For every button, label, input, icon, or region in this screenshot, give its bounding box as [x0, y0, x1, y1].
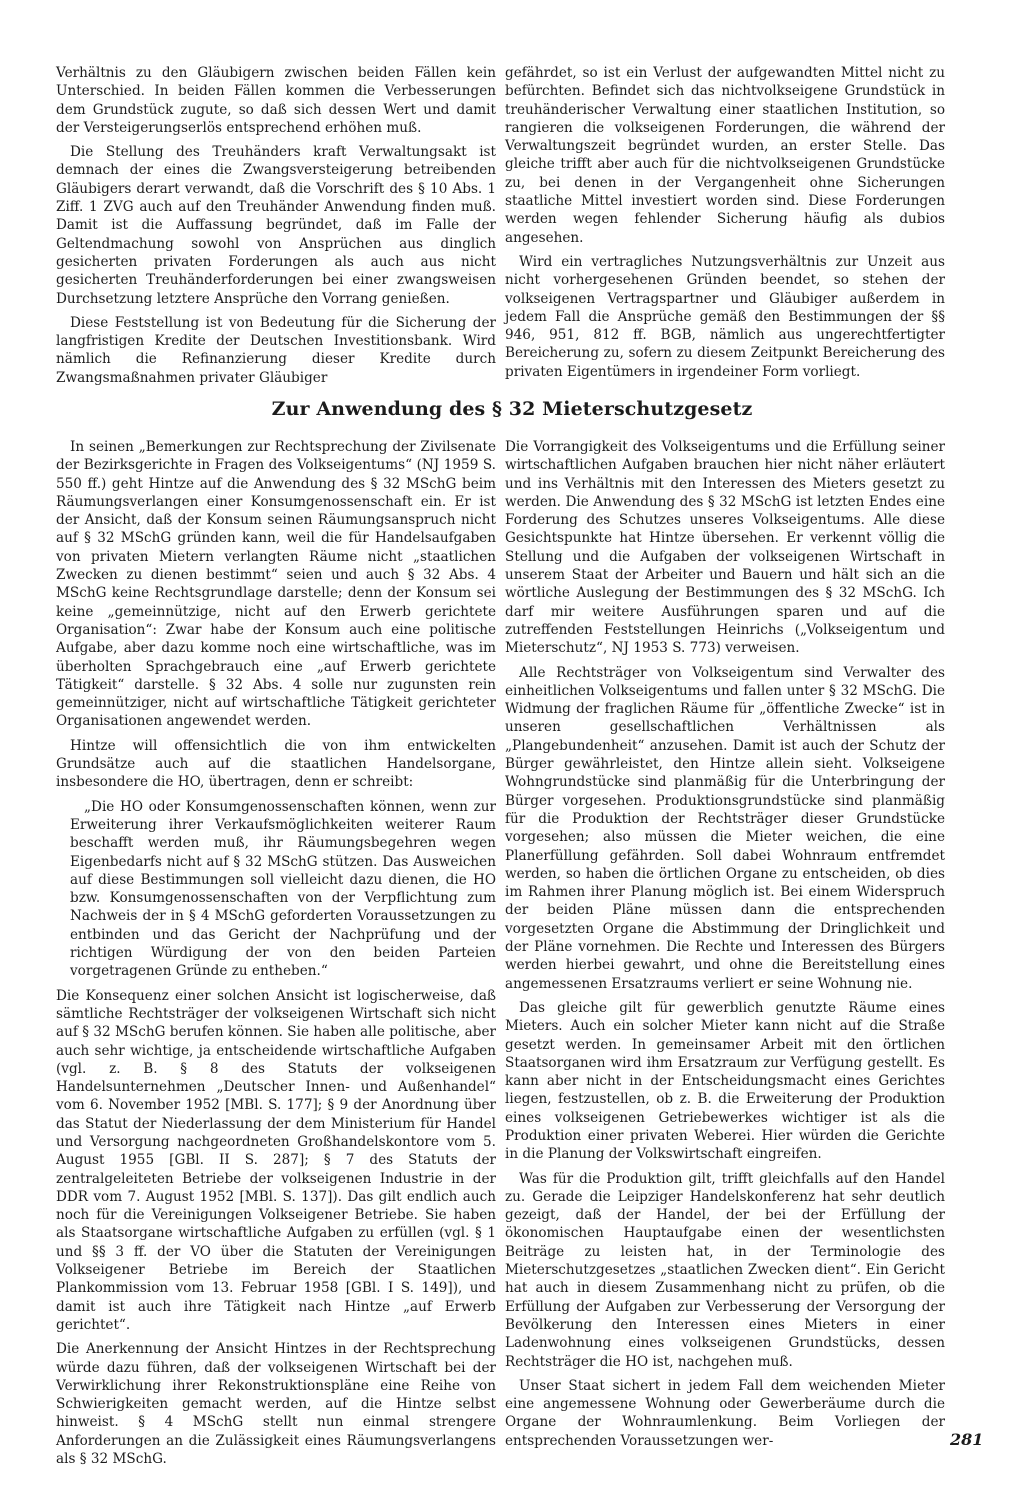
page-number: 281: [950, 1430, 984, 1449]
paragraph: gefährdet, so ist ein Verlust der aufgewandten Mittel nicht zu befürchten. Befindet sich das nichtvolkseigene Grundstück in treuhänderischer Verwaltung einer staatlichen Institution, so rangieren die volkseigenen Forderungen, die während der Verwaltungszeit begründet wurden, an erster Stelle. Das gleiche trifft aber auch für die nichtvolkseigenen Grundstücke zu, bei denen in der Vergangenheit ohne Sicherungen staatliche Mittel investiert worden sind. Diese Forderungen werden wegen fehlender Sicherung häufig als dubios angesehen.: [505, 65, 945, 246]
paragraph: Die Anerkennung der Ansicht Hintzes in der Rechtsprechung würde dazu führen, daß der volkseigenen Wirtschaft bei der Verwirklichung ihrer Rekonstruktionspläne eine Reihe von Schwierigkeiten gemacht werden, auf die Hintze selbst hinweist. § 4 MSchG stellt nun einmal strengere Anforderungen an die Zulässigkeit eines Räumungsverlangens als § 32 MSchG.: [56, 1341, 496, 1468]
top-left-column: [56, 64, 496, 393]
paragraph: Die Vorrangigkeit des Volkseigentums und die Erfüllung seiner wirtschaftlichen Aufgaben brauchen hier nicht näher erläutert und ins Verhältnis mit den Interessen des Mieters gesetzt zu werden. Die Anwendung des § 32 MSchG ist letzten Endes eine Forderung des Schutzes unseres Volkseigentums. Alle diese Gesichtspunkte hat Hintze übersehen. Er verkennt völlig die Stellung und die Aufgaben der volkseigenen Wirtschaft in unserem Staat der Arbeiter und Bauern und hält sich an die wörtliche Auslegung der Bestimmungen des § 32 MSchG. Ich darf mir weitere Ausführungen sparen und auf die zutreffenden Feststellungen Heinrichs („Volkseigentum und Mieterschutz“, NJ 1953 S. 773) verweisen.: [505, 439, 945, 657]
quotation: „Die HO oder Konsumgenossenschaften können, wenn zur Erweiterung ihrer Verkaufsmöglichkeiten weiterer Raum beschafft werden muß, ihr Räumungsbegehren wegen Eigenbedarfs nicht auf § 32 MSchG stützen. Das Ausweichen auf diese Bestimmungen soll vielleicht dazu dienen, die HO bzw. Konsumgenossenschaften von der Verpflichtung zum Nachweis der in § 4 MSchG geforderten Voraussetzungen zu entbinden und das Gericht der Nachprüfung und der richtigen Würdigung der von den beiden Parteien vorgetragenen Gründe zu entheben.“: [70, 798, 496, 980]
paragraph: In seinen „Bemerkungen zur Rechtsprechung der Zivilsenate der Bezirksgerichte in Fragen des Volkseigentums“ (NJ 1959 S. 550 ff.) geht Hintze auf die Anwendung des § 32 MSchG beim Räumungsverlangen einer Konsumgenossenschaft ein. Er ist der Ansicht, daß der Konsum seinen Räumungsanspruch nicht auf § 32 MSchG gründen kann, weil die für Handelsaufgaben von privaten Mietern verlangten Räume nicht „staatlichen Zwecken zu dienen bestimmt“ seien und auch § 32 Abs. 4 MSchG keine Rechtsgrundlage darstelle; denn der Konsum sei keine „gemeinnützige, nicht auf den Erwerb gerichtete Organisation“: Zwar habe der Konsum auch eine politische Aufgabe, aber dazu komme noch eine wirtschaftliche, was im überholten Sprachgebrauch eine „auf Erwerb gerichtete Tätigkeit“ darstelle. § 32 Abs. 4 solle nur zugunsten rein gemeinnütziger, nicht auf wirtschaftliche Tätigkeit gerichteter Organisationen angewendet werden.: [56, 439, 496, 730]
paragraph: Hintze will offensichtlich die von ihm entwickelten Grundsätze auch auf die staatlichen Handelsorgane, insbesondere die HO, übertragen, denn er schreibt:: [56, 737, 496, 791]
article-title: Zur Anwendung des § 32 Mieterschutzgesetz: [271, 398, 753, 420]
paragraph: Verhältnis zu den Gläubigern zwischen beiden Fällen kein Unterschied. In beiden Fällen kommen die Verbesserungen dem Grundstück zugute, so daß sich dessen Wert und damit der Versteigerungserlös entsprechend erhöhen muß.: [56, 65, 496, 136]
paragraph: Alle Rechtsträger von Volkseigentum sind Verwalter des einheitlichen Volkseigentums und fallen unter § 32 MSchG. Die Widmung der fraglichen Räume für „öffentliche Zwecke“ ist in unseren gesellschaftlichen Verhältnissen als „Plangebundenheit“ anzusehen. Damit ist auch der Schutz der Bürger gewährleistet, den Hintze allein sieht. Volkseigene Wohngrundstücke sind planmäßig für die Unterbringung der Bürger vorgesehen. Produktionsgrundstücke sind planmäßig für die Produktion der Rechtsträger dieser Grundstücke vorgesehen; also müssen die Mieter weichen, die eine Planerfüllung gefährden. Soll dabei Wohnraum entfremdet werden, so haben die örtlichen Organe zu entscheiden, ob dies im Rahmen ihrer Planung möglich ist. Bei einem Widerspruch der beiden Pläne müssen dann die entsprechenden vorgesetzten Organe die Abstimmung der Dringlichkeit und der Pläne vornehmen. Die Rechte und Interessen des Bürgers werden hierbei gewahrt, und ohne die Bereitstellung eines angemessenen Ersatzraums verliert er seine Wohnung nie.: [505, 664, 945, 992]
paragraph: Diese Feststellung ist von Bedeutung für die Sicherung der langfristigen Kredite der Deutschen Investitionsbank. Wird nämlich die Refinanzierung dieser Kredite durch Zwangsmaßnahmen privater Gläubiger: [56, 314, 496, 386]
paragraph: Die Konsequenz einer solchen Ansicht ist logischerweise, daß sämtliche Rechtsträger der volkseigenen Wirtschaft sich nicht auf § 32 MSchG berufen können. Sie haben alle politische, aber auch sehr wichtige, ja entscheidende wirtschaftliche Aufgaben (vgl. z. B. § 8 des Statuts der volkseigenen Handelsunternehmen „Deutscher Innen- und Außenhandel“ vom 6. November 1952 [MBl. S. 177]; § 9 der Anordnung über das Statut der Niederlassung der dem Ministerium für Handel und Versorgung nachgeordneten Großhandelskontore vom 5. August 1955 [GBl. II S. 287]; § 7 des Statuts der zentralgeleiteten Betriebe der volkseigenen Industrie in der DDR vom 7. August 1952 [MBl. S. 137]). Das gilt endlich auch noch für die Vereinigungen Volkseigener Betriebe. Sie haben als Staatsorgane wirtschaftliche Aufgaben zu erfüllen (vgl. § 1 und §§ 3 ff. der VO über die Statuten der Vereinigungen Volkseigener Betriebe im Bereich der Staatlichen Plankommission vom 13. Februar 1958 [GBl. I S. 149]), und damit ist auch ihre Tätigkeit nach Hintze „auf Erwerb gerichtet“.: [56, 987, 496, 1333]
paragraph: Was für die Produktion gilt, trifft gleichfalls auf den Handel zu. Gerade die Leipziger Handelskonferenz hat sehr deutlich gezeigt, daß der Handel, der bei der Erfüllung der ökonomischen Hauptaufgabe einen der wesentlichsten Beiträge zu leisten hat, in der Terminologie des Mieterschutzgesetzes „staatlichen Zwecken dient“. Ein Gericht hat auch in diesem Zusammenhang nicht zu prüfen, ob die Erfüllung der Aufgaben zur Verbesserung der Versorgung der Bevölkerung den Interessen eines Mieters in einer Ladenwohnung eines volkseigenen Grundstücks, dessen Rechtsträger die HO ist, nachgehen muß.: [505, 1170, 945, 1370]
paragraph: Die Stellung des Treuhänders kraft Verwaltungsakt ist demnach der eines die Zwangsversteigerung betreibenden Gläubigers derart verwandt, daß die Vorschrift des § 10 Abs. 1 Ziff. 1 ZVG auch auf den Treuhänder Anwendung finden muß. Damit ist die Auffassung begründet, daß im Falle der Geltendmachung sowohl von Ansprüchen aus dinglich gesicherten privaten Forderungen als auch aus nicht gesicherten Treuhänderforderungen bei einer zwangsweisen Durchsetzung letztere Ansprüche den Vorrang genießen.: [56, 144, 496, 307]
article-left-column: [56, 438, 496, 1474]
paragraph: Unser Staat sichert in jedem Fall dem weichenden Mieter eine angemessene Wohnung oder Gewerberäume durch die Organe der Wohnraumlenkung. Beim Vorliegen der entsprechenden Voraussetzungen wer-: [505, 1377, 945, 1449]
paragraph: Das gleiche gilt für gewerblich genutzte Räume eines Mieters. Auch ein solcher Mieter kann nicht auf die Straße gesetzt werden. In gemeinsamer Arbeit mit den örtlichen Staatsorganen wird ihm Ersatzraum zur Verfügung gestellt. Es kann aber nicht in der Entscheidungsmacht eines Gerichtes liegen, festzustellen, ob z. B. die Erweiterung der Produktion eines volkseigenen Getriebewerkes wichtiger ist als die Produktion einer privaten Weberei. Hier würden die Gerichte in die Planung der Volkswirtschaft eingreifen.: [505, 999, 945, 1163]
top-right-column: [505, 64, 945, 387]
paragraph: Wird ein vertragliches Nutzungsverhältnis zur Unzeit aus nicht vorhergesehenen Gründen beendet, so stehen der volkseigenen Vertragspartner und Gläubiger außerdem in jedem Fall die Ansprüche gemäß den Bestimmungen der §§ 946, 951, 812 ff. BGB, nämlich aus ungerechtfertigter Bereicherung zu, sofern zu diesem Zeitpunkt Bereicherung des privaten Eigentümers in irgendeiner Form vorliegt.: [505, 253, 945, 380]
article-right-column: [505, 438, 945, 1456]
